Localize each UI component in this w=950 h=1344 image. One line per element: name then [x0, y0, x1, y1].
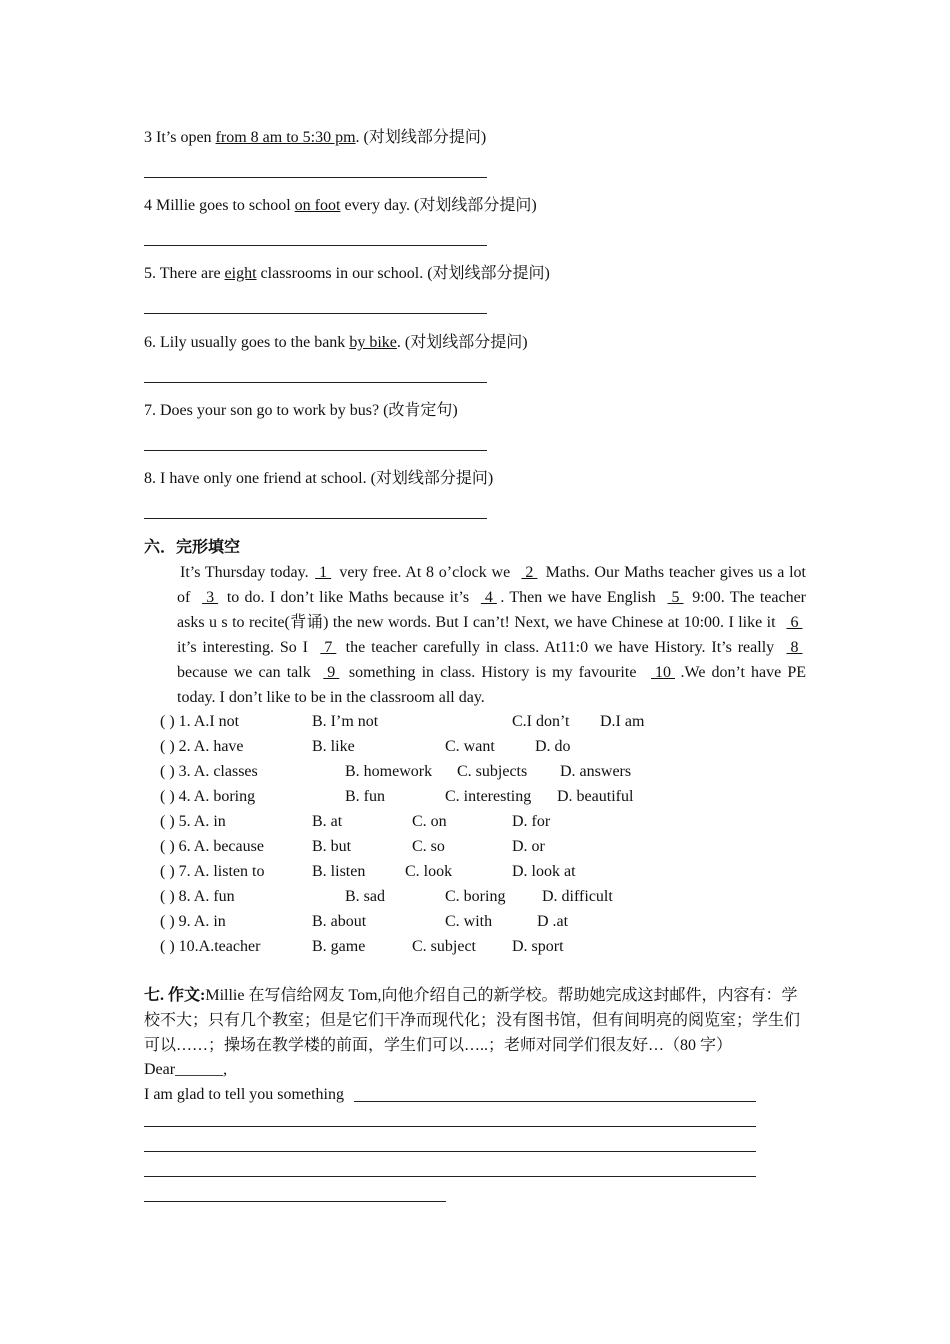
passage-text: . Then we have English: [500, 589, 662, 606]
writing-line[interactable]: [354, 1101, 756, 1102]
passage-text: Maths. Our Maths teacher gives us a lot of: [177, 564, 806, 606]
option-c[interactable]: C. subjects: [457, 763, 528, 780]
question-text: . (对划线部分提问): [396, 334, 528, 351]
option-d[interactable]: D. or: [512, 838, 545, 855]
question-text: every day. (对划线部分提问): [340, 197, 537, 214]
option-b[interactable]: B. sad: [345, 888, 385, 905]
option-b[interactable]: B. homework: [345, 763, 433, 780]
option-b[interactable]: B. about: [312, 913, 367, 930]
option-d[interactable]: D.I am: [600, 713, 645, 730]
cloze-question-row: [160, 912, 800, 932]
writing-line[interactable]: [144, 1151, 756, 1152]
passage-text: 9:00. The teacher asks u s to recite(背诵) the new words. But I can’t! Next, we have Chinese at 10:00. I like it: [177, 589, 807, 631]
essay-prompt: Millie 在写信给网友 Tom,向他介绍自己的新学校。帮助她完成这封邮件，内容有：学校不大；只有几个教室；但是它们干净而现代化；没有图书馆，但有间明亮的阅览室；学生们可以……；操场在教学楼的前面，学生们可以…..；老师对同学们很友好…（80 字）: [144, 987, 801, 1054]
question-number-option-a: ( ) 10.A.teacher: [160, 938, 261, 955]
question-text: 3 It’s open: [144, 129, 216, 146]
question-line: [144, 469, 493, 489]
underlined-phrase: eight: [224, 265, 257, 282]
option-c[interactable]: C. subject: [412, 938, 476, 955]
question-number-option-a: ( ) 7. A. listen to: [160, 863, 265, 880]
cloze-blank[interactable]: 9: [323, 664, 340, 681]
letter-greeting: Dear______,: [144, 1061, 228, 1078]
option-d[interactable]: D. beautiful: [557, 788, 634, 805]
cloze-question-row: [160, 712, 800, 732]
question-number-option-a: ( ) 4. A. boring: [160, 788, 256, 805]
cloze-heading: 六．完形填空: [144, 539, 241, 556]
question-line: [144, 401, 458, 421]
option-b[interactable]: B. but: [312, 838, 352, 855]
question-number-option-a: ( ) 6. A. because: [160, 838, 264, 855]
cloze-blank[interactable]: 2: [521, 564, 538, 581]
option-c[interactable]: C. boring: [445, 888, 506, 905]
question-number-option-a: ( ) 8. A. fun: [160, 888, 235, 905]
cloze-blank[interactable]: 6: [786, 614, 803, 631]
cloze-blank[interactable]: 5: [667, 589, 684, 606]
question-text: 4 Millie goes to school: [144, 197, 295, 214]
cloze-question-row: [160, 787, 800, 807]
cloze-question-row: [160, 737, 800, 757]
option-d[interactable]: D. difficult: [542, 888, 613, 905]
question-number-option-a: ( ) 1. A.I not: [160, 713, 240, 730]
cloze-blank[interactable]: 7: [320, 639, 337, 656]
option-b[interactable]: B. like: [312, 738, 355, 755]
question-text: . (对划线部分提问): [355, 129, 487, 146]
cloze-blank[interactable]: 1: [315, 564, 332, 581]
letter-opening: [144, 1085, 344, 1105]
underlined-phrase: on foot: [294, 197, 341, 214]
question-text: classrooms in our school. (对划线部分提问): [256, 265, 550, 282]
passage-text: .We don’t have PE today. I don’t like to be in the classroom all day.: [177, 664, 807, 706]
option-b[interactable]: B. at: [312, 813, 343, 830]
passage-text: something in class. History is my favourite: [342, 664, 643, 681]
cloze-question-row: [160, 762, 800, 782]
writing-line[interactable]: [144, 1201, 446, 1202]
question-text: 6. Lily usually goes to the bank: [144, 334, 350, 351]
option-b[interactable]: B. game: [312, 938, 366, 955]
option-b[interactable]: B. fun: [345, 788, 385, 805]
question-text: 8. I have only one friend at school. (对划线部分提问): [144, 470, 494, 487]
cloze-blank[interactable]: 10: [651, 664, 675, 681]
question-number-option-a: ( ) 2. A. have: [160, 738, 244, 755]
passage-text: it’s interesting. So I: [177, 639, 314, 656]
option-c[interactable]: C. look: [405, 863, 453, 880]
option-d[interactable]: D. do: [535, 738, 571, 755]
option-c[interactable]: C. want: [445, 738, 495, 755]
question-number-option-a: ( ) 3. A. classes: [160, 763, 258, 780]
passage-text: to do. I don’t like Maths because it’s: [221, 589, 475, 606]
question-text: 5. There are: [144, 265, 225, 282]
writing-line[interactable]: [144, 1176, 756, 1177]
cloze-question-row: [160, 937, 800, 957]
option-b[interactable]: B. I’m not: [312, 713, 379, 730]
passage-text: because we can talk: [177, 664, 317, 681]
option-c[interactable]: C. with: [445, 913, 493, 930]
option-c[interactable]: C. so: [412, 838, 445, 855]
cloze-blank[interactable]: 4: [480, 589, 497, 606]
cloze-question-row: [160, 887, 800, 907]
essay-heading: 七. 作文:: [144, 987, 206, 1004]
answer-line[interactable]: [144, 245, 487, 246]
question-line: [144, 264, 550, 284]
letter-opening-text: I am glad to tell you something: [144, 1086, 344, 1103]
option-d[interactable]: D. sport: [512, 938, 564, 955]
underlined-phrase: by bike: [349, 334, 397, 351]
question-text: 7. Does your son go to work by bus? (改肯定句): [144, 402, 458, 419]
cloze-blank[interactable]: 3: [202, 589, 219, 606]
option-d[interactable]: D .at: [537, 913, 569, 930]
writing-line[interactable]: [144, 1126, 756, 1127]
question-line: [144, 128, 486, 148]
passage-text: the teacher carefully in class. At11:0 we have History. It’s really: [339, 639, 781, 656]
passage-text: very free. At 8 o’clock we: [334, 564, 515, 581]
question-number-option-a: ( ) 9. A. in: [160, 913, 226, 930]
cloze-passage: [177, 560, 806, 710]
answer-line[interactable]: [144, 177, 487, 178]
cloze-question-row: [160, 812, 800, 832]
passage-text: It’s Thursday today.: [180, 564, 309, 581]
option-c[interactable]: C.I don’t: [512, 713, 570, 730]
question-number-option-a: ( ) 5. A. in: [160, 813, 226, 830]
option-d[interactable]: D. answers: [560, 763, 632, 780]
cloze-question-row: [160, 837, 800, 857]
answer-line[interactable]: [144, 382, 487, 383]
underlined-phrase: from 8 am to 5:30 pm: [215, 129, 356, 146]
option-c[interactable]: C. on: [412, 813, 447, 830]
option-d[interactable]: D. look at: [512, 863, 576, 880]
option-d[interactable]: D. for: [512, 813, 551, 830]
option-c[interactable]: C. interesting: [445, 788, 532, 805]
option-b[interactable]: B. listen: [312, 863, 366, 880]
answer-line[interactable]: [144, 518, 487, 519]
answer-line[interactable]: [144, 450, 487, 451]
essay-instructions: [144, 983, 808, 1058]
question-line: [144, 196, 537, 216]
cloze-blank[interactable]: 8: [786, 639, 803, 656]
question-line: [144, 333, 528, 353]
answer-line[interactable]: [144, 313, 487, 314]
cloze-question-row: [160, 862, 800, 882]
